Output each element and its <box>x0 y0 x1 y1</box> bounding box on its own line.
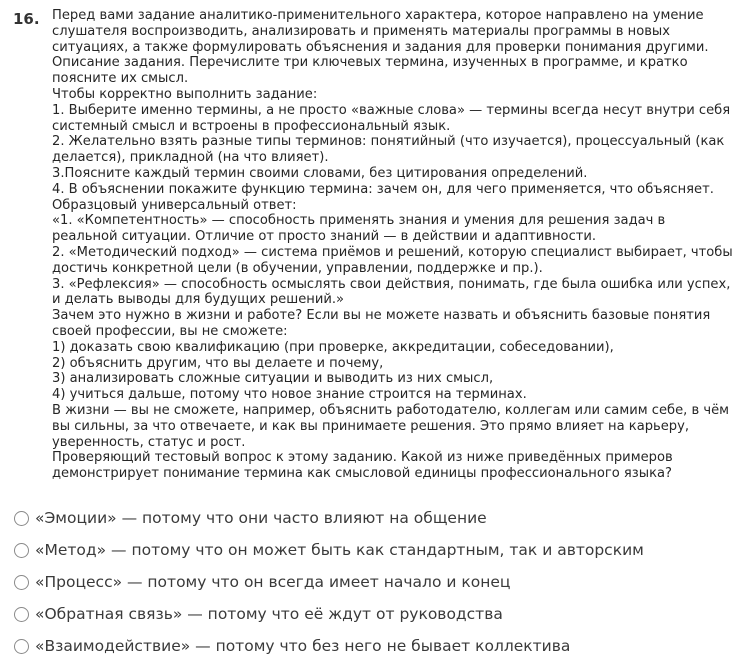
question-line: «1. «Компетентность» — способность применять знания и умения для решения задач в <box>52 213 666 229</box>
question-line: 4. В объяснении покажите функцию термина: зачем он, для чего применяется, что объясняет. <box>52 181 714 197</box>
question-line: Зачем это нужно в жизни и работе? Если вы не можете назвать и объяснить базовые понятия <box>52 308 711 324</box>
question-line: демонстрирует понимание термина как смысловой единицы профессионального языка? <box>52 466 672 482</box>
question-line: системный смысл и встроены в профессиональный язык. <box>52 118 451 134</box>
radio-button[interactable] <box>14 639 29 654</box>
question-line: 4) учиться дальше, потому что новое знание строится на терминах. <box>52 387 527 403</box>
question-line: 3. «Рефлексия» — способность осмыслять свои действия, понимать, где была ошибка или успех, <box>52 276 731 292</box>
answer-option-1[interactable] <box>14 502 754 534</box>
question-line: 3) анализировать сложные ситуации и выводить из них смысл, <box>52 371 494 387</box>
answer-option-label: «Обратная связь» — потому что её ждут от руководства <box>35 605 503 623</box>
answer-option-label: «Эмоции» — потому что они часто влияют на общение <box>35 509 487 527</box>
question-text <box>52 8 756 482</box>
question-line: 2. «Методический подход» — система приёмов и решений, которую специалист выбирает, чтобы <box>52 244 733 260</box>
question-line: 1) доказать свою квалификацию (при проверке, аккредитации, собеседовании), <box>52 339 614 355</box>
question-line: вы сильны, за что отвечаете, и как вы принимаете решения. Это прямо влияет на карьеру, <box>52 418 690 434</box>
question-line: Описание задания. Перечислите три ключевых термина, изученных в программе, и кратко <box>52 55 688 71</box>
radio-button[interactable] <box>14 543 29 558</box>
question-line: 2. Желательно взять разные типы терминов: понятийный (что изучается), процессуальный (как <box>52 134 725 150</box>
question-line: уверенность, статус и рост. <box>52 434 246 450</box>
question-line: слушателя воспроизводить, анализировать и применять материалы программы в новых <box>52 23 671 39</box>
question-line: поясните их смысл. <box>52 71 189 87</box>
answer-option-label: «Взаимодействие» — потому что без него не бывает коллектива <box>35 637 571 655</box>
question-line: 3.Поясните каждый термин своими словами, без цитирования определений. <box>52 165 588 181</box>
question-line: своей профессии, вы не сможете: <box>52 323 288 339</box>
radio-button[interactable] <box>14 607 29 622</box>
answer-option-label: «Процесс» — потому что он всегда имеет начало и конец <box>35 573 511 591</box>
question-line: реальной ситуации. Отличие от просто знаний — в действии и адаптивности. <box>52 229 597 245</box>
answer-option-3[interactable] <box>14 566 754 598</box>
question-line: делается), прикладной (на что влияет). <box>52 150 329 166</box>
answer-option-5[interactable] <box>14 630 754 662</box>
question-line: Образцовый универсальный ответ: <box>52 197 297 213</box>
answer-option-2[interactable] <box>14 534 754 566</box>
question-line: достичь конкретной цели (в обучении, управлении, поддержке и пр.). <box>52 260 543 276</box>
answer-options <box>14 502 754 662</box>
answer-option-label: «Метод» — потому что он может быть как стандартным, так и авторским <box>35 541 644 559</box>
question-line: Чтобы корректно выполнить задание: <box>52 86 318 102</box>
radio-button[interactable] <box>14 575 29 590</box>
question-line: В жизни — вы не сможете, например, объяснить работодателю, коллегам или самим себе, в чём <box>52 402 730 418</box>
answer-option-4[interactable] <box>14 598 754 630</box>
question-number: 16. <box>13 10 40 28</box>
question-line: Проверяющий тестовый вопрос к этому заданию. Какой из ниже приведённых примеров <box>52 450 673 466</box>
radio-button[interactable] <box>14 511 29 526</box>
question-line: и делать выводы для будущих решений.» <box>52 292 345 308</box>
question-line: 1. Выберите именно термины, а не просто «важные слова» — термины всегда несут внутри себя <box>52 102 731 118</box>
question-line: Перед вами задание аналитико-применительного характера, которое направлено на умение <box>52 8 704 23</box>
question-line: 2) объяснить другим, что вы делаете и почему, <box>52 355 384 371</box>
question-line: ситуациях, а также формулировать объяснения и задания для проверки понимания другими. <box>52 39 709 55</box>
